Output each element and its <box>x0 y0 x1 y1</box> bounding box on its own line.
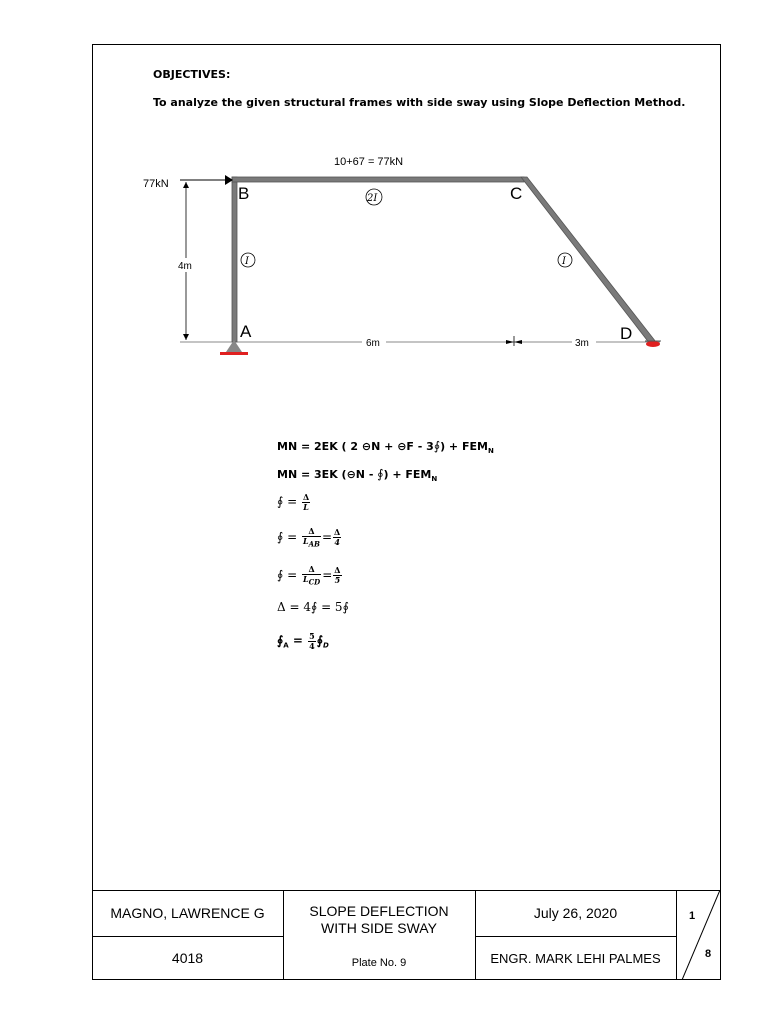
equation-5: ∮ = $\frac{\Delta}{L_{CD}}$ = $\frac{\Delta}{5}$ <box>277 564 341 587</box>
plate-title-line1: SLOPE DEFLECTION <box>309 903 449 919</box>
support-d <box>646 341 660 347</box>
node-d-label: D <box>620 324 633 343</box>
eq1-sub: N <box>487 447 494 456</box>
plate-title-line2: WITH SIDE SWAY <box>321 920 437 936</box>
student-id: 4018 <box>171 950 204 966</box>
dim-arrow-left-icon <box>514 340 522 344</box>
frac-num: Δ <box>302 527 321 537</box>
eq7-sub-d: D <box>322 641 329 650</box>
member-ab <box>232 177 237 342</box>
psi-symbol: ∮ <box>433 439 441 453</box>
fraction-delta-4 <box>333 528 341 547</box>
frac-num: Δ <box>302 492 310 502</box>
total-pages: 8 <box>704 948 712 960</box>
eq2-tail: ) + FEM <box>383 468 432 481</box>
page-number: 1 <box>688 910 696 922</box>
member-bc <box>232 177 524 182</box>
equation-6 <box>277 600 349 614</box>
psi-symbol: ∮ <box>310 600 318 614</box>
eq1-tail: ) + FEM <box>440 440 488 453</box>
instructor: ENGR. MARK LEHI PALMES <box>490 950 661 966</box>
node-a-label: A <box>240 322 252 341</box>
psi-symbol: ∮ <box>316 633 323 648</box>
eq6-mid: = 5 <box>317 600 343 614</box>
frac-den: L <box>302 574 309 584</box>
date: July 26, 2020 <box>533 905 618 921</box>
fraction-delta-lcd <box>302 565 321 587</box>
fraction-delta-5 <box>333 566 341 585</box>
dim-d-label: 3m <box>575 338 589 349</box>
frac-num: Δ <box>302 565 321 575</box>
eq2-sub: N <box>431 475 438 484</box>
equation-7: $∮_A$ = $\frac{5}{4}$ $∮_D$ <box>277 631 329 651</box>
dim-arrow-down-icon <box>183 334 189 340</box>
psi-symbol: ∮ <box>377 467 384 481</box>
load-text: 10+67 = 77kN <box>334 156 404 168</box>
frac-den: 4 <box>309 641 315 651</box>
psi-symbol: ∮ <box>277 567 284 582</box>
eq1-text: MN = 2EK ( 2 ⊖N + ⊖F - 3 <box>277 440 434 453</box>
frac-den: L <box>303 502 309 512</box>
plate-number: Plate No. 9 <box>351 957 407 969</box>
node-b-label: B <box>238 184 250 203</box>
side-load-label: 77kN <box>143 178 169 190</box>
objectives-title: OBJECTIVES: <box>153 68 231 81</box>
equation-3: ∮ = $\frac{\Delta}{L}$ <box>277 492 310 512</box>
psi-symbol: ∮ <box>277 529 284 544</box>
dim-arrow-right-icon <box>506 340 514 344</box>
frac-num: Δ <box>334 527 341 538</box>
frac-den: 5 <box>334 575 341 586</box>
fraction-delta-lab <box>302 527 321 549</box>
eq6-text: Δ = 4 <box>277 600 311 614</box>
frac-den: L <box>302 536 309 546</box>
objectives-text: To analyze the given structural frames with side sway using Slope Deflection Method. <box>153 96 686 109</box>
equation-2 <box>277 467 437 483</box>
fraction-delta-l <box>302 493 310 512</box>
member-cd <box>521 177 656 344</box>
col-cd-inertia-label: I <box>562 256 566 267</box>
psi-symbol: ∮ <box>342 600 349 614</box>
fraction-5-4 <box>308 632 316 651</box>
page-slash-icon <box>676 890 721 980</box>
equation-1 <box>277 439 494 455</box>
beam-inertia-label: 2I <box>367 193 378 204</box>
eq7-sub-a: A <box>283 641 289 650</box>
psi-symbol: ∮ <box>277 633 284 648</box>
support-a-base <box>220 352 248 355</box>
frac-den-sub: AB <box>308 539 320 549</box>
title-block <box>92 890 721 980</box>
dim-arrow-up-icon <box>183 182 189 188</box>
eq2-text: MN = 3EK (⊖N - <box>277 468 378 481</box>
plate-title <box>283 898 475 942</box>
psi-symbol: ∮ <box>277 494 284 509</box>
frac-num: 5 <box>309 631 315 641</box>
frac-den-sub: CD <box>308 577 321 587</box>
node-c-label: C <box>510 184 523 203</box>
col-ab-inertia-label: I <box>245 256 249 267</box>
frac-num: Δ <box>334 565 341 576</box>
dim-ad-label: 6m <box>366 338 380 349</box>
student-name: MAGNO, LAWRENCE G <box>110 905 265 921</box>
frac-den: 4 <box>334 537 340 548</box>
dim-height-label: 4m <box>178 261 192 272</box>
equation-4: ∮ = $\frac{\Delta}{L_{AB}}$ = $\frac{\Delta}{4}$ <box>277 526 341 549</box>
